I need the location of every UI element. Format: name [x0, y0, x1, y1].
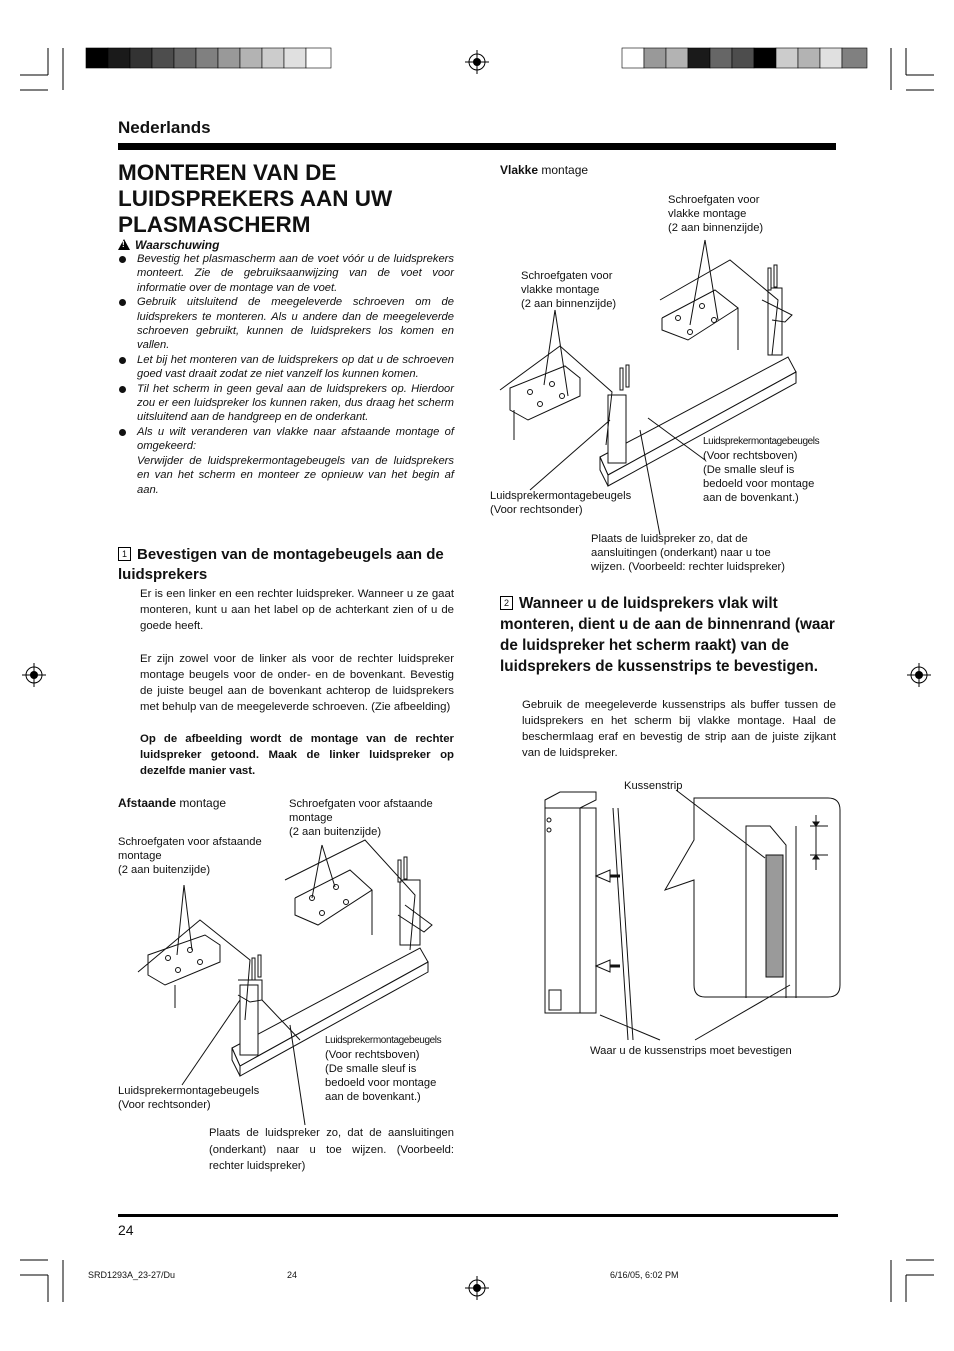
- footer-date: 6/16/05, 6:02 PM: [610, 1270, 679, 1280]
- page-number: 24: [118, 1222, 134, 1238]
- section1-para3: Op de afbeelding wordt de montage van de rechter luidspreker getoond. Maak de linker luidspreker op dezelfde manier vast.: [140, 733, 454, 777]
- vlakke-holes-right-label: Schroefgaten voor vlakke montage (2 aan binnenzijde): [668, 194, 764, 234]
- vlakke-mode-label: Vlakke montage: [500, 163, 589, 177]
- section2-body: Gebruik de meegeleverde kussenstrips als buffer tussen de luidsprekers en het scherm bij vlakke montage. Haal de beschermlaag eraf en bevestig de strip aan de juiste zijkant van de luidspreker.: [522, 699, 836, 759]
- afstaande-holes-right-label: Schroefgaten voor afstaande montage (2 aan buitenzijde): [289, 798, 433, 838]
- vlakke-holes-left-label: Schroefgaten voor vlakke montage (2 aan binnenzijde): [521, 270, 617, 310]
- afstaande-holes-left-label: Schroefgaten voor afstaande montage (2 aan buitenzijde): [118, 836, 262, 876]
- vlakke-brackets-lower-label: Luidsprekermontagebeugels (Voor rechtsonder): [490, 490, 632, 516]
- afstaande-brackets-lower-label: Luidsprekermontagebeugels (Voor rechtsonder): [118, 1085, 260, 1111]
- afstaande-mode-label: Afstaande montage: [118, 796, 227, 810]
- vlakke-place-label: Plaats de luidspreker zo, dat de aansluitingen (onderkant) naar u toe wijzen. (Voorbeeld: rechter luidspreker): [591, 533, 786, 573]
- kussen-where-label: Waar u de kussenstrips moet bevestigen: [590, 1045, 792, 1057]
- afstaande-place-label: Plaats de luidspreker zo, dat de aansluitingen (onderkant) naar u toe wijzen. (Voorbeeld: rechter luidspreker): [209, 1127, 454, 1172]
- section1-number: 1: [118, 547, 131, 561]
- warning-item: Bevestig het plasmascherm aan de voet vóór u de luidsprekers monteert. Zie de gebruiksaanwijzing van de voet voor informatie over de montage van de voet.: [118, 252, 454, 295]
- warning-item: Gebruik uitsluitend de meegeleverde schroeven om de luidsprekers te monteren. Als u andere dan de meegeleverde schroeven gebruikt, kunnen de luidsprekers los komen en vallen.: [118, 295, 454, 353]
- vlakke-illustration: [500, 240, 796, 535]
- section1-para2: Er zijn zowel voor de linker als voor de rechter luidspreker montage beugels voor de onder- en de bovenkant. Bevestig de juiste beugel aan de bovenkant achterop de luidsprekers met behulp van de meegeleverde schroeven. (Zie afbeelding): [140, 653, 454, 713]
- afstaande-brackets-upper-label: Luidsprekermontagebeugels (Voor rechtsboven) (De smalle sleuf is bedoeld voor montage aan de bovenkant.): [325, 1035, 442, 1103]
- warning-item: Til het scherm in geen geval aan de luidsprekers op. Hierdoor zou er een luidspreker los kunnen raken, dus draag het scherm uitsluitend aan de handgreep en de onderkant.: [118, 382, 454, 425]
- page-title: MONTEREN VAN DE LUIDSPREKERS AAN UW PLASMASCHERM: [118, 160, 393, 237]
- warning-item: Let bij het monteren van de luidsprekers op dat u de schroeven goed vast draait zodat ze niet vanzelf los kunnen komen.: [118, 353, 454, 382]
- kussen-illustration: [545, 790, 840, 1040]
- kussen-strip-label: Kussenstrip: [624, 780, 683, 792]
- footer-rule: [118, 1214, 838, 1217]
- afstaande-illustration: [138, 840, 432, 1125]
- section1-heading-text: Bevestigen van de montagebeugels aan de luidsprekers: [118, 546, 444, 583]
- language-heading: Nederlands: [118, 118, 211, 137]
- section1-para1: Er is een linker en een rechter luidspreker. Wanneer u ze gaat monteren, kunt u aan het label op de achterkant zien of u de goede heeft.: [140, 588, 454, 632]
- warning-item: Als u wilt veranderen van vlakke naar afstaande montage of omgekeerd: Verwijder de luidsprekermontagebeugels van de luidsprekers en van het scherm en monteer ze opnieuw van het begin af aan.: [118, 425, 454, 497]
- section2-number: 2: [500, 596, 513, 610]
- warning-heading-text: Waarschuwing: [135, 238, 220, 252]
- section2-heading-text: Wanneer u de luidsprekers vlak wilt monteren, dient u de aan de binnenrand (waar de luidspreker het scherm raakt) van de luidsprekers de kussenstrips te bevestigen.: [500, 595, 835, 675]
- footer-page: 24: [287, 1270, 298, 1280]
- vlakke-brackets-upper-label: Luidsprekermontagebeugels (Voor rechtsboven) (De smalle sleuf is bedoeld voor montage aan de bovenkant.): [703, 436, 820, 504]
- warning-item-sub: Verwijder de luidsprekermontagebeugels van de luidsprekers en van het scherm en monteer ze opnieuw van het begin af aan.: [137, 454, 454, 496]
- footer-file: SRD1293A_23-27/Du: [88, 1270, 176, 1280]
